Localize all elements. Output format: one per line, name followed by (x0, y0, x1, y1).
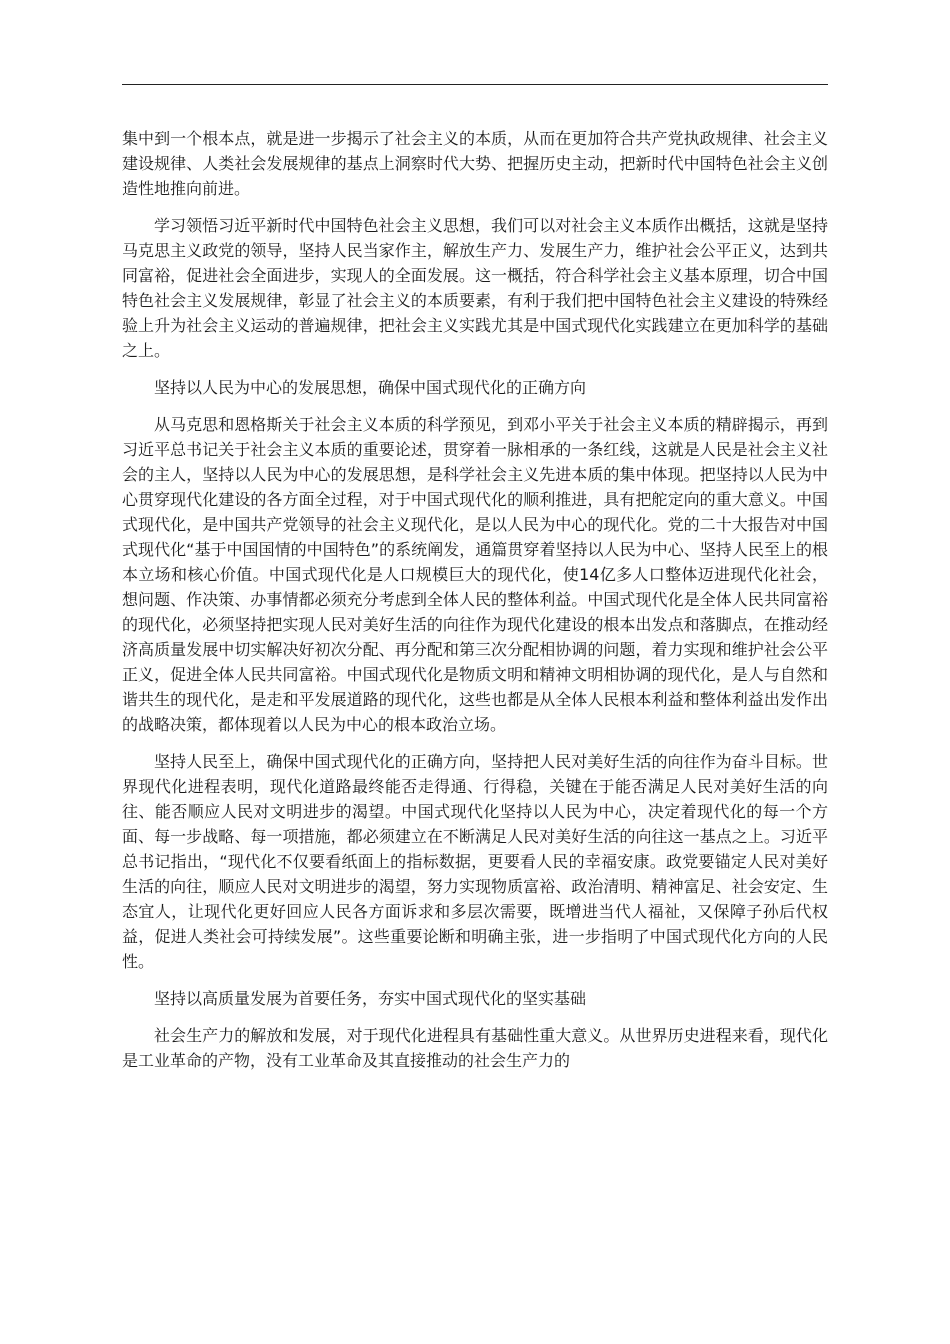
paragraph: 社会生产力的解放和发展，对于现代化进程具有基础性重大意义。从世界历史进程来看，现代化是工业革命的产物，没有工业革命及其直接推动的社会生产力的 (122, 1026, 828, 1070)
paragraph: 从马克思和恩格斯关于社会主义本质的科学预见，到邓小平关于社会主义本质的精辟揭示，再到习近平总书记关于社会主义本质的重要论述，贯穿着一脉相承的一条红线，这就是人民是社会主义社会的主人，坚持以人民为中心的发展思想，是科学社会主义先进本质的集中体现。把坚持以人民为中心贯穿现代化建设的各方面全过程，对于中国式现代化的顺利推进，具有把舵定向的重大意义。中国式现代化，是中国共产党领导的社会主义现代化，是以人民为中心的现代化。党的二十大报告对中国式现代化“基于中国国情的中国特色”的系统阐发，通篇贯穿着坚持以人民为中心、坚持人民至上的根本立场和核心价值。中国式现代化是人口规模巨大的现代化，使14亿多人口整体迈进现代化社会，想问题、作决策、办事情都必须充分考虑到全体人民的整体利益。中国式现代化是全体人民共同富裕的现代化，必须坚持把实现人民对美好生活的向往作为现代化建设的根本出发点和落脚点，在推动经济高质量发展中切实解决好初次分配、再分配和第三次分配相协调的问题，着力实现和维护社会公平正义，促进全体人民共同富裕。中国式现代化是物质文明和精神文明相协调的现代化，是人与自然和谐共生的现代化，是走和平发展道路的现代化，这些也都是从全体人民根本利益和整体利益出发作出的战略决策，都体现着以人民为中心的根本政治立场。 (122, 415, 828, 734)
paragraph: 学习领悟习近平新时代中国特色社会主义思想，我们可以对社会主义本质作出概括，这就是坚持马克思主义政党的领导，坚持人民当家作主，解放生产力、发展生产力，维护社会公平正义，达到共同富裕，促进社会全面进步，实现人的全面发展。这一概括，符合科学社会主义基本原理，切合中国特色社会主义发展规律，彰显了社会主义的本质要素，有利于我们把中国特色社会主义建设的特殊经验上升为社会主义运动的普遍规律，把社会主义实践尤其是中国式现代化实践建立在更加科学的基础之上。 (122, 216, 828, 360)
header-rule (122, 84, 828, 85)
article-body (122, 126, 828, 1085)
paragraph-continuation: 集中到一个根本点，就是进一步揭示了社会主义的本质，从而在更加符合共产党执政规律、社会主义建设规律、人类社会发展规律的基点上洞察时代大势、把握历史主动，把新时代中国特色社会主义创造性地推向前进。 (122, 129, 828, 198)
section-heading: 坚持以高质量发展为首要任务，夯实中国式现代化的坚实基础 (154, 989, 587, 1008)
paragraph: 坚持人民至上，确保中国式现代化的正确方向，坚持把人民对美好生活的向往作为奋斗目标。世界现代化进程表明，现代化道路最终能否走得通、行得稳，关键在于能否满足人民对美好生活的向往、能否顺应人民对文明进步的渴望。中国式现代化坚持以人民为中心，决定着现代化的每一个方面、每一步战略、每一项措施，都必须建立在不断满足人民对美好生活的向往这一基点之上。习近平总书记指出，“现代化不仅要看纸面上的指标数据，更要看人民的幸福安康。政党要锚定人民对美好生活的向往，顺应人民对文明进步的渴望，努力实现物质富裕、政治清明、精神富足、社会安定、生态宜人，让现代化更好回应人民各方面诉求和多层次需要，既增进当代人福祉，又保障子孙后代权益，促进人类社会可持续发展”。这些重要论断和明确主张，进一步指明了中国式现代化方向的人民性。 (122, 752, 828, 971)
section-heading: 坚持以人民为中心的发展思想，确保中国式现代化的正确方向 (154, 378, 587, 397)
